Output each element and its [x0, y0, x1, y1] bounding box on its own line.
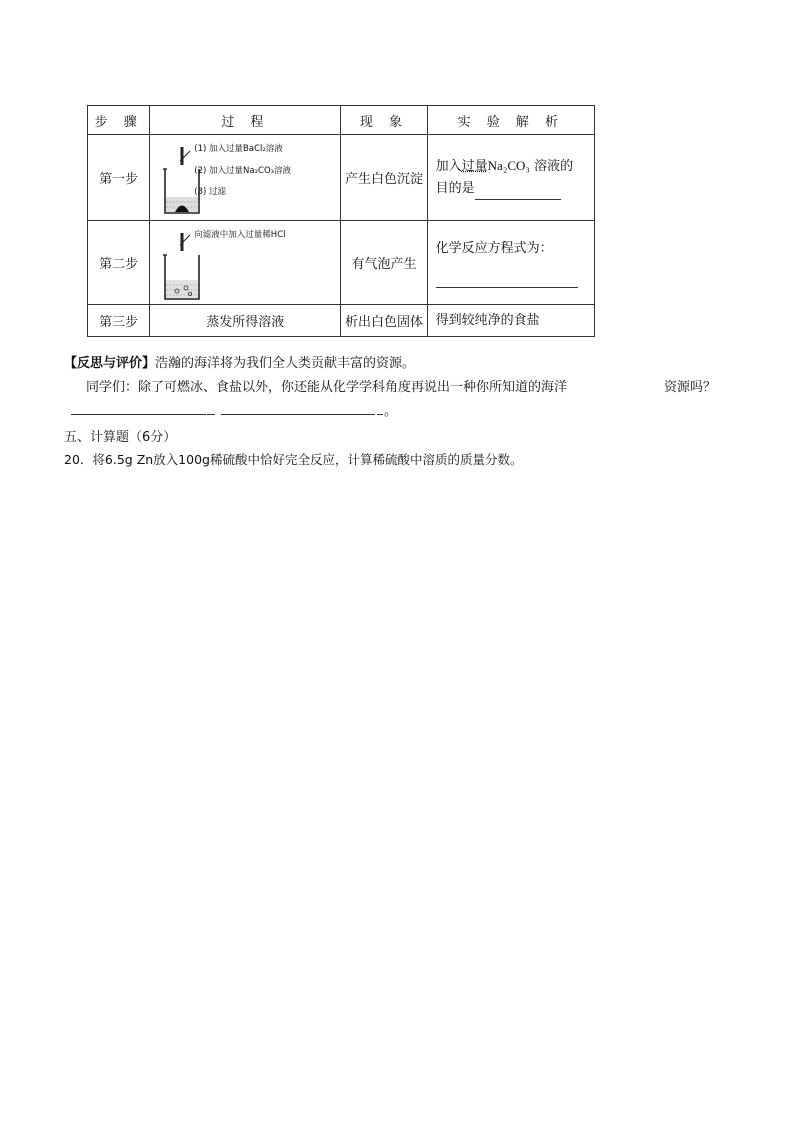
answer-blank[interactable]	[377, 414, 383, 415]
pointer-line-icon	[180, 149, 192, 163]
table-header-row	[88, 106, 595, 135]
phenomenon: 有气泡产生	[341, 221, 427, 305]
step-label: 第二步	[88, 221, 150, 305]
analysis-cell	[427, 221, 594, 305]
analysis-emphasis: 过量	[461, 159, 488, 174]
header-phenomenon: 现 象	[341, 106, 427, 135]
answer-blank[interactable]	[436, 287, 578, 288]
table-row	[88, 305, 595, 337]
process-text: 蒸发所得溶液	[150, 305, 341, 337]
header-process: 过 程	[150, 106, 341, 135]
answer-blank[interactable]	[71, 414, 206, 415]
reflection-label: 【反思与评价】	[64, 356, 156, 371]
analysis-text: 目的是	[435, 181, 475, 196]
phenomenon: 产生白色沉淀	[341, 135, 427, 221]
process-cell	[150, 221, 341, 305]
analysis-text: 得到较纯净的食盐	[427, 305, 594, 337]
step-label: 第一步	[88, 135, 150, 221]
process-note: 向滤液中加入过量稀HCl	[194, 229, 286, 240]
process-note: (3) 过滤	[194, 186, 227, 197]
analysis-text: 溶液的	[529, 159, 574, 174]
question-20: 20．将6.5g Zn放入100g稀硫酸中恰好完全反应，计算稀硫酸中溶质的质量分数。	[64, 452, 523, 467]
process-note: (2) 加入过量Na₂CO₃溶液	[194, 165, 292, 176]
process-notes	[194, 143, 291, 199]
analysis-text: 化学反应方程式为：	[435, 240, 553, 256]
process-notes	[194, 229, 285, 242]
header-analysis: 实 验 解 析	[427, 106, 594, 135]
analysis-chem: Na₂CO₃	[487, 158, 530, 173]
answer-blank[interactable]	[475, 199, 561, 200]
section-title: 五、计算题（6分）	[64, 430, 177, 445]
reflection-line	[64, 352, 415, 371]
table-row	[88, 135, 595, 221]
analysis-text: 加入	[435, 159, 462, 174]
header-step: 步 骤	[88, 106, 150, 135]
process-cell	[150, 135, 341, 221]
process-note: (1) 加入过量BaCl₂溶液	[194, 143, 283, 154]
phenomenon: 析出白色固体	[341, 305, 427, 337]
pointer-line-icon	[180, 233, 192, 247]
analysis-cell	[427, 135, 594, 221]
experiment-table	[87, 105, 595, 337]
end-mark: 。	[384, 404, 398, 419]
reflection-text: 浩瀚的海洋将为我们全人类贡献丰富的资源。	[155, 356, 416, 371]
table-row	[88, 221, 595, 305]
step-label: 第三步	[88, 305, 150, 337]
answer-blank[interactable]	[207, 414, 215, 415]
answer-blank[interactable]	[221, 414, 375, 415]
question-text: 同学们：除了可燃冰、食盐以外，你还能从化学学科角度再说出一种你所知道的海洋	[86, 380, 568, 395]
question-suffix: 资源吗？	[664, 380, 717, 395]
